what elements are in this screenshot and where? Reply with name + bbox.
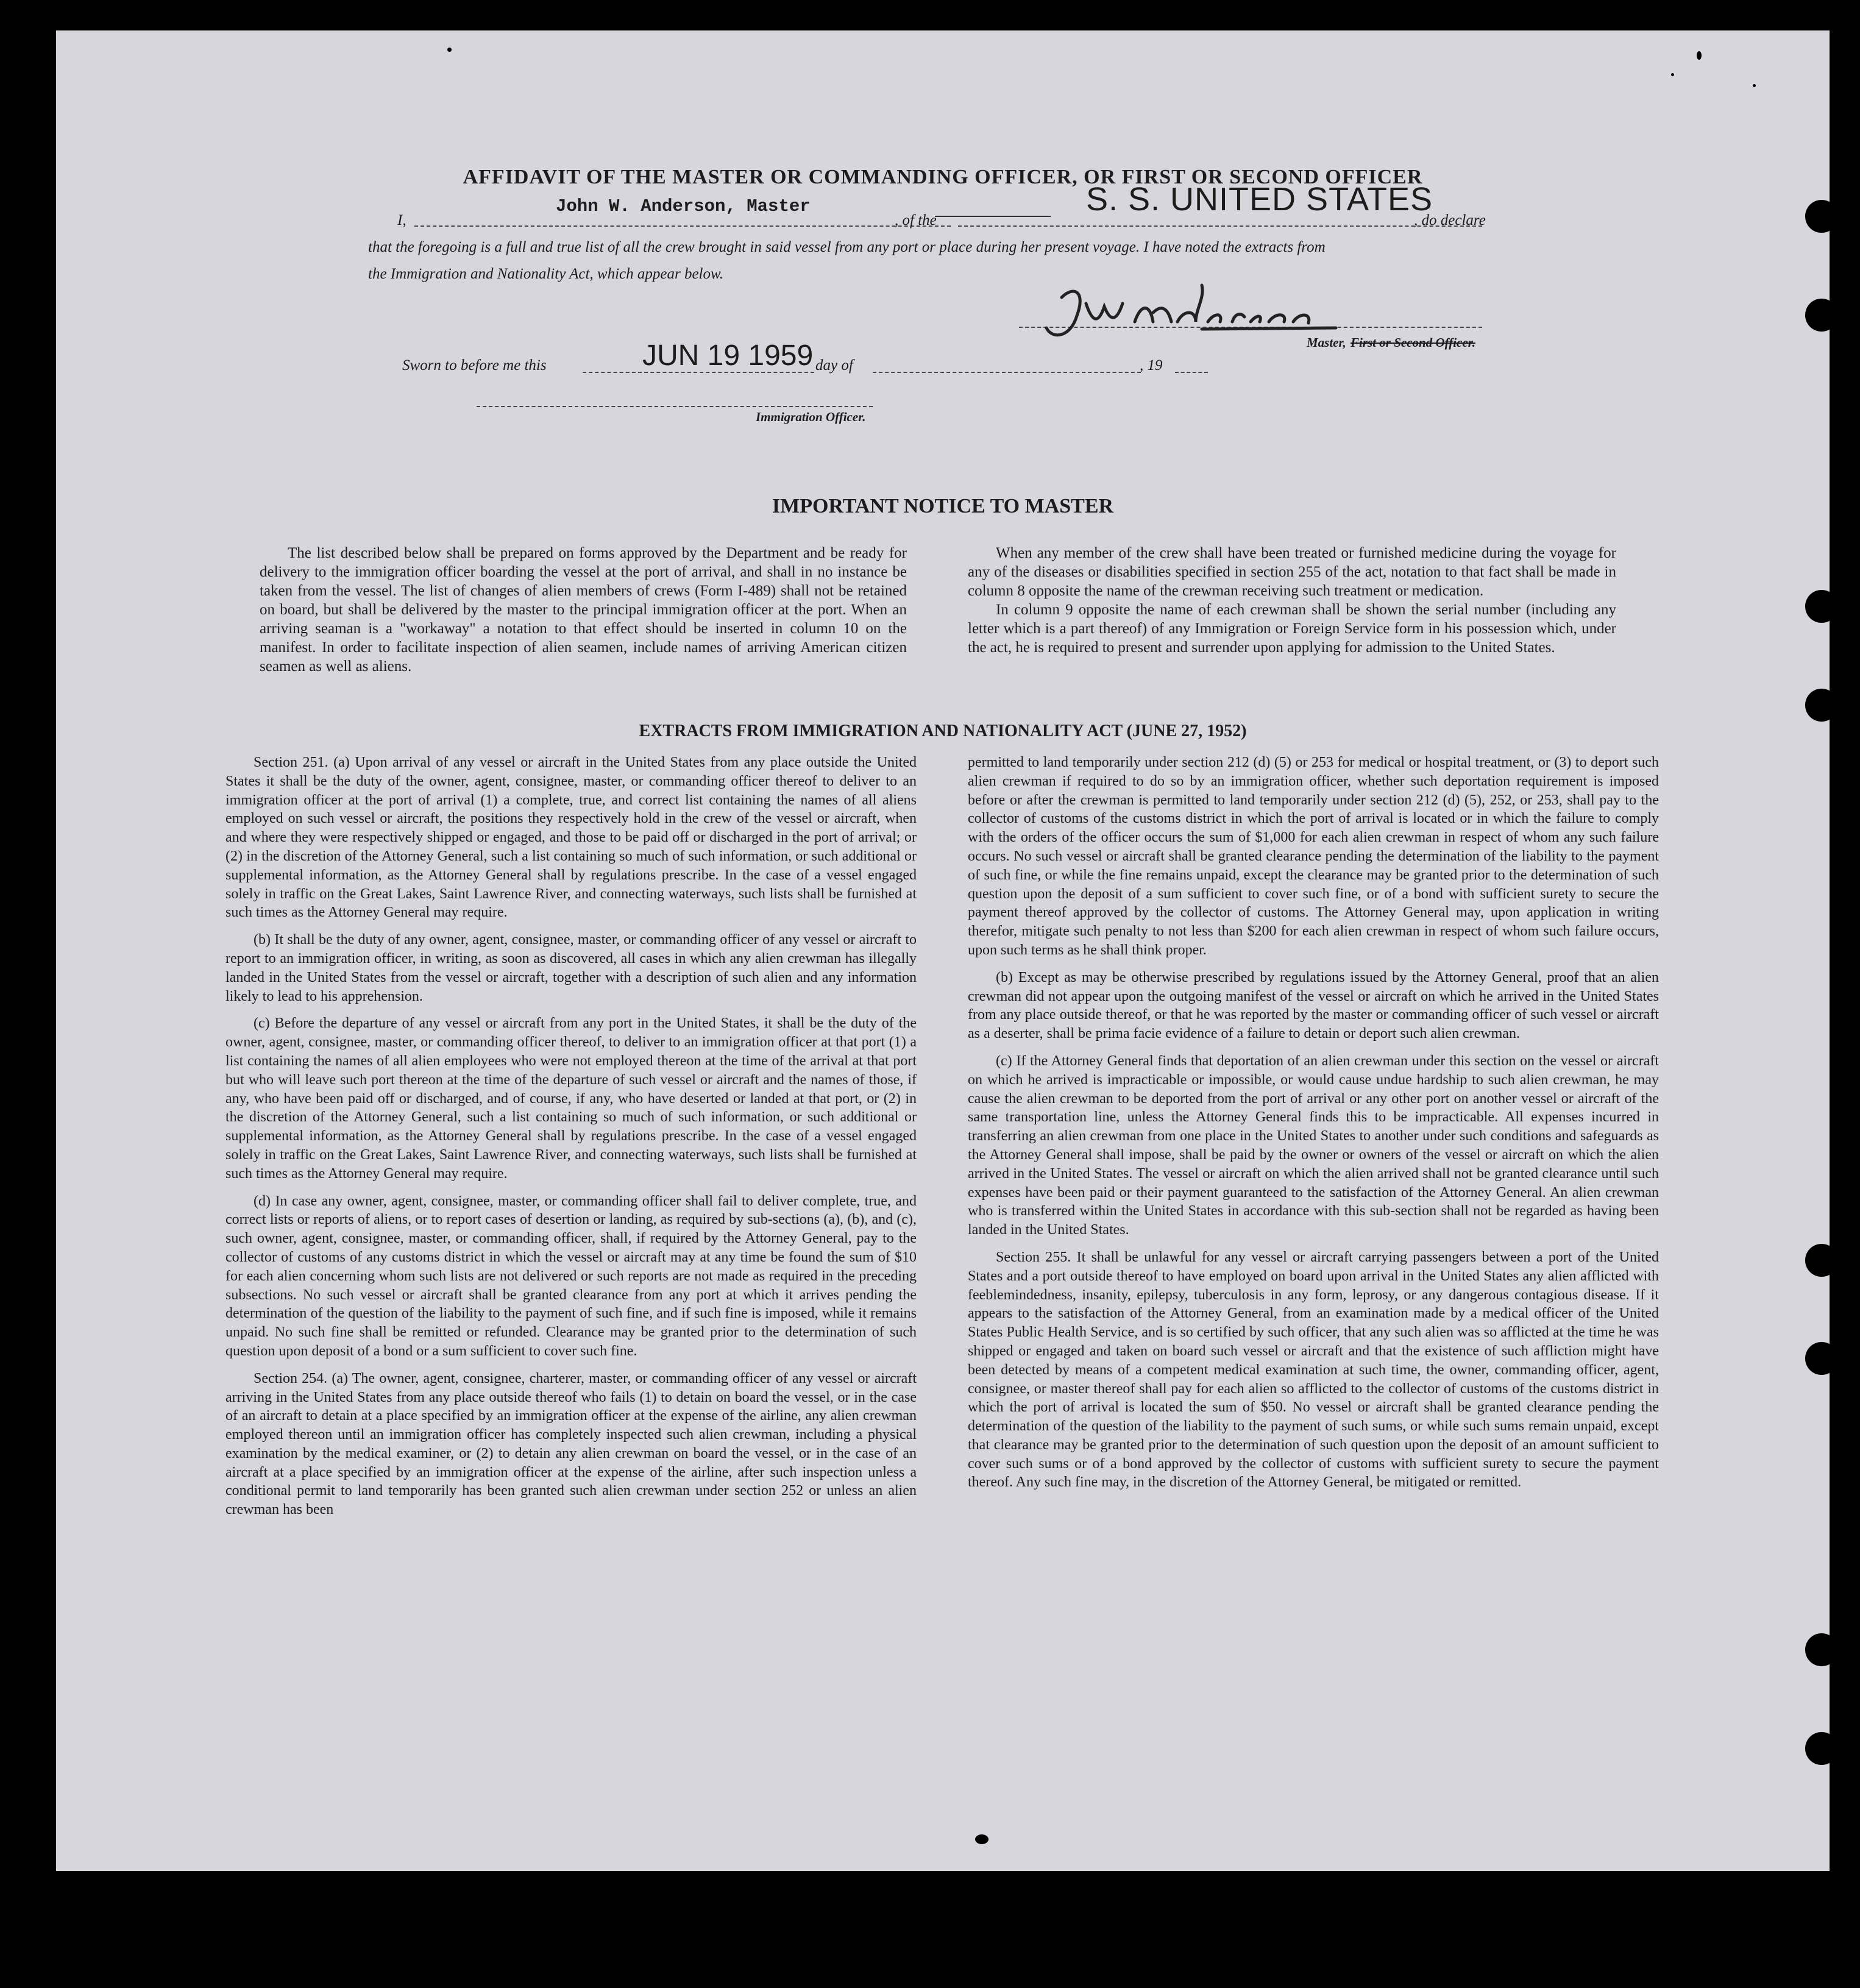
section-251-b: (b) It shall be the duty of any owner, agent, consignee, master, or commanding officer of any vessel or aircraft to report to an immigration officer, in writing, as soon as discovered, all cases in which any alien crewman has illegally landed in the United States from the vessel or aircraft, together with a description of such alien and any information likely to lead to his apprehension.	[225, 932, 917, 1004]
title-rule	[935, 216, 1051, 217]
notice-left-column	[260, 544, 907, 684]
section-251-d: (d) In case any owner, agent, consignee, master, or commanding officer shall fail to deliver complete, true, and correct lists or reports of aliens, or to report cases of desertion or landing, as required by sub-sections (a), (b), and (c), such owner, agent, consignee, master, or commanding officer, shall, if required by the Attorney General, pay to the collector of customs of any customs district in which the vessel or aircraft may at any time be found the sum of $10 for each alien concerning whom such lists are not delivered or such reports are not made as required in the preceding subsections. No such vessel or aircraft shall be granted clearance from any port at which it arrives pending the determination of the question of the liability to the payment of such fine, and if such fine is imposed, while it remains unpaid. No such fine shall be remitted or refunded. Clearance may be granted prior to the determination of such question upon deposit of a bond or a sum sufficient to cover such fine.	[225, 1193, 917, 1359]
date-stamp: JUN 19 1959	[642, 339, 814, 372]
punch-hole	[1805, 590, 1838, 623]
immigration-officer-label: Immigration Officer.	[756, 410, 866, 424]
section-254-a: Section 254. (a) The owner, agent, consignee, charterer, master, or commanding officer of any vessel or aircraft arriving in the United States from any place outside thereof who fails (1) to detain on board the vessel, or in the case of an aircraft to detain at a place specified by an immigration officer at the expense of the airline, any alien crewman employed thereon until an immigration officer has completely inspected such alien crewman, including a physical examination by the medical examiner, or (2) to detain any alien crewman on board the vessel, or in the case of an aircraft at a place specified by an immigration officer at the expense of the airline, after such inspection unless a conditional permit to land temporarily has been granted such alien crewman under section 252 or unless an alien crewman has been	[225, 1370, 917, 1518]
punch-hole	[1805, 1633, 1838, 1666]
speck-mark	[1671, 73, 1674, 76]
section-254-a-continued: permitted to land temporarily under section 212 (d) (5) or 253 for medical or hospital treatment, or (3) to deport such alien crewman if required to do so by an immigration officer, whether such deportation requirement is imposed before or after the crewman is permitted to land temporarily under section 212 (d) (5), 252, or 253, shall pay to the collector of customs of the customs district in which the port of arrival is located or in which the failure to comply with the orders of the officer occurs the sum of $1,000 for each alien crewman in respect of whom any such failure occurs. No such vessel or aircraft shall be granted clearance pending the determination of the liability to the payment of such fine, or while the fine remains unpaid, except the clearance may be granted prior to the determination of such question upon the deposit of a sum sufficient to cover such fine, or of a bond with sufficient surety to secure the payment thereof approved by the collector of customs. The Attorney General may, upon application in writing therefor, mitigate such penalty to not less than $200 for each alien crewman in respect of whom such failure occurs, upon such terms as he shall think proper.	[968, 754, 1659, 958]
document-page	[56, 30, 1830, 1871]
master-title-label: Master,	[1307, 335, 1346, 350]
day-of-label: day of	[815, 357, 853, 374]
officer-signature-line	[477, 406, 873, 407]
notice-right-column	[968, 544, 1616, 666]
section-255: Section 255. It shall be unlawful for any vessel or aircraft carrying passengers between a port of the United States and a port outside thereof to have employed on board upon arrival in the United States any alien afflicted with feeblemindedness, insanity, epilepsy, tuberculosis in any form, leprosy, or any dangerous contagious disease. If it appears to the satisfaction of the Attorney General, from an examination made by a medical officer of the United States Public Health Service, and is so certified by such officer, that any such alien was so afflicted at the time he was shipped or engaged and taken on board such vessel or aircraft and that the existence of such affliction might have been detected by means of a competent medical examination at such time, the owner, commanding officer, agent, consignee, or master thereof shall pay for each alien so afflicted to the collector of customs of the customs district in which the port of arrival is located the sum of $50. No vessel or aircraft shall be granted clearance pending the determination of the question of the liability to the payment of such sums, or while such sums remain unpaid, except that clearance may be granted prior to the determination of such question upon the deposit of an amount sufficient to cover such sums or of a bond approved by the collector of customs with sufficient surety to secure the payment thereof. Any such fine may, in the discretion of the Attorney General, be mitigated or remitted.	[968, 1249, 1659, 1491]
punch-hole	[1805, 1732, 1838, 1765]
name-field-line	[414, 225, 951, 227]
vessel-name-field: S. S. UNITED STATES	[1086, 181, 1433, 218]
notice-left-paragraph: The list described below shall be prepared on forms approved by the Department and be ready for delivery to the immigration officer boarding the vessel at the port of arrival, and shall in no instance be taken from the vessel. The list of changes of alien members of crews (Form I-489) shall not be retained on board, but shall be delivered by the master to the principal immigration officer at the port. When an arriving seaman is a "workaway" a notation to that effect should be inserted in column 10 on the manifest. In order to facilitate inspection of alien seamen, include names of arriving American citizen seamen as well as aliens.	[260, 545, 907, 675]
notice-heading: IMPORTANT NOTICE TO MASTER	[772, 495, 1114, 517]
extracts-right-column	[968, 753, 1659, 1500]
declaration-line-2: the Immigration and Nationality Act, which appear below.	[368, 266, 724, 282]
month-field-line	[873, 372, 1141, 373]
notice-right-paragraph-1: When any member of the crew shall have been treated or furnished medicine during the voyage for any of the diseases or disabilities specified in section 255 of the act, notation to that fact shall be made in column 8 opposite the name of the crewman receiving such treatment or medication.	[968, 545, 1616, 599]
year-field-line	[1175, 372, 1208, 373]
year-label: , 19	[1140, 357, 1163, 374]
extracts-left-column	[225, 753, 917, 1528]
affidavit-title: AFFIDAVIT OF THE MASTER OR COMMANDING OFFICER, OR FIRST OR SECOND OFFICER	[463, 166, 1423, 188]
section-251-a: Section 251. (a) Upon arrival of any vessel or aircraft in the United States from any place outside the United States it shall be the duty of the owner, agent, consignee, master, or commanding officer thereof to deliver to an immigration officer at the port of arrival (1) a complete, true, and correct list containing the names of all aliens employed on such vessel or aircraft, the positions they respectively hold in the crew of the vessel or aircraft, when and where they were respectively shipped or engaged, and those to be paid off or discharged in the port of arrival; or (2) in the discretion of the Attorney General, such a list containing so much of such information, or such additional or supplemental information, as the Attorney General shall by regulations prescribe. In the case of a vessel engaged solely in traffic on the Great Lakes, Saint Lawrence River, and connecting waterways, such lists shall be furnished at such times as the Attorney General may require.	[225, 754, 917, 921]
extracts-heading: EXTRACTS FROM IMMIGRATION AND NATIONALITY ACT (JUNE 27, 1952)	[639, 722, 1247, 740]
punch-hole	[1805, 1244, 1838, 1277]
punch-hole	[1805, 200, 1838, 233]
speck-mark	[1697, 51, 1702, 60]
sworn-label: Sworn to before me this	[402, 357, 547, 374]
section-254-c: (c) If the Attorney General finds that deportation of an alien crewman under this section on the vessel or aircraft on which he arrived is impracticable or impossible, or would cause undue hardship to such alien crewman, he may cause the alien crewman to be deported from the port of arrival or any other port on another vessel or aircraft of the same transportation line, unless the Attorney General finds this to be impracticable. All expenses incurred in transferring an alien crewman from one place in the United States to another under such conditions and safeguards as the Attorney General shall impose, shall be paid by the owner or owners of the vessel or aircraft on which the alien arrived in the United States. The vessel or aircraft on which the alien arrived shall not be granted clearance until such expenses have been paid or their payment guaranteed to the satisfaction of the Attorney General. An alien crewman who is transferred within the United States in accordance with this sub-section shall not be regarded as having been landed in the United States.	[968, 1053, 1659, 1238]
section-254-b: (b) Except as may be otherwise prescribed by regulations issued by the Attorney General, proof that an alien crewman did not appear upon the outgoing manifest of the vessel or aircraft on which he arrived in the United States from any place outside thereof, or that he was reported by the master or commanding officer of such vessel or aircraft as a deserter, shall be prima facie evidence of a failure to detain or deport such alien crewman.	[968, 969, 1659, 1042]
speck-mark	[1753, 84, 1756, 87]
speck-mark	[447, 48, 452, 52]
signature-image	[1019, 279, 1348, 346]
struck-officer-label: First or Second Officer.	[1351, 335, 1475, 350]
do-declare-label: , do declare	[1414, 212, 1486, 229]
vessel-field-line	[958, 225, 1482, 227]
notice-right-paragraph-2: In column 9 opposite the name of each crewman shall be shown the serial number (including any letter which is a part thereof) of any Immigration or Foreign Service form in his possession which, under the act, he is required to present and surrender upon applying for admission to the United States.	[968, 602, 1616, 656]
punch-hole	[1805, 1342, 1838, 1375]
punch-hole	[1805, 689, 1838, 722]
master-name-field: John W. Anderson, Master	[556, 196, 811, 216]
of-the-label: , of the	[895, 212, 937, 229]
punch-hole	[1805, 299, 1838, 332]
section-251-c: (c) Before the departure of any vessel or aircraft from any port in the United States, it shall be the duty of the owner, agent, consignee, master, or commanding officer thereof, to deliver to an immigration officer at that port (1) a list containing the names of all alien employees who were not employed thereon at the time of the arrival at that port but who will leave such port thereon at the time of the departure of such vessel or aircraft and the names of those, if any, who have been paid off or discharged, and of course, if any, who have deserted or landed at that port, or (2) in the discretion of the Attorney General, such a list containing so much of such information, or such additional or supplemental information, as the Attorney General shall by regulations prescribe. In the case of a vessel engaged solely in traffic on the Great Lakes, Saint Lawrence River, and connecting waterways, such lists shall be furnished at such times as the Attorney General may require.	[225, 1015, 917, 1182]
declaration-line-1: that the foregoing is a full and true list of all the crew brought in said vessel from any port or place during her present voyage. I have noted the extracts from	[368, 239, 1326, 255]
speck-mark	[975, 1834, 989, 1844]
i-label: I,	[397, 212, 406, 229]
